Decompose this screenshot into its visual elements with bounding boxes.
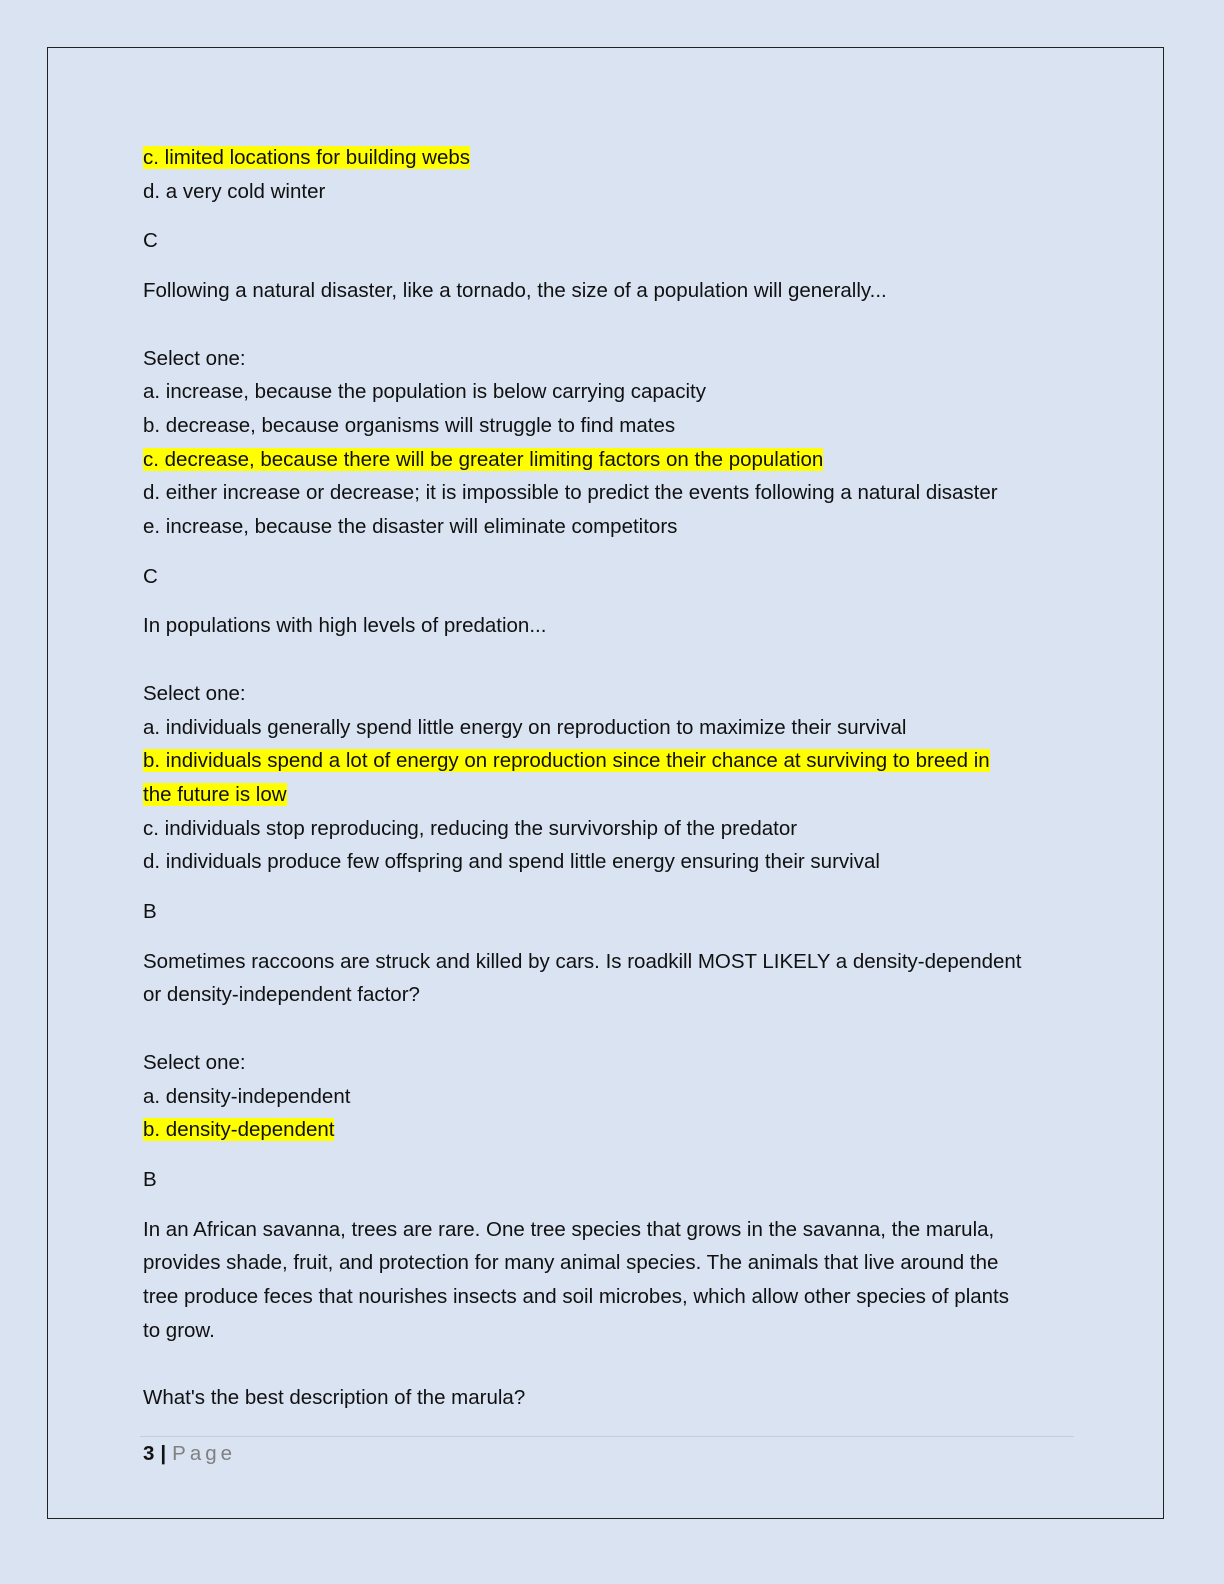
q3-option-b-continued (143, 778, 1073, 812)
page-footer (143, 1439, 236, 1469)
q5-question: What's the best description of the marula? (143, 1386, 526, 1410)
highlighted-answer: c. decrease, because there will be greater limiting factors on the population (143, 447, 824, 471)
q2-option-d: d. either increase or decrease; it is impossible to predict the events following a natural disaster (143, 481, 998, 505)
q2-option-a: a. increase, because the population is below carrying capacity (143, 380, 706, 404)
q5-passage-line-1: In an African savanna, trees are rare. One tree species that grows in the savanna, the marula, (143, 1217, 995, 1241)
highlighted-answer: c. limited locations for building webs (143, 146, 471, 169)
q2-answer: C (143, 564, 158, 588)
q3-prompt: Select one: (143, 681, 246, 705)
q2-option-b: b. decrease, because organisms will struggle to find mates (143, 413, 676, 437)
q4-question-line-1: Sometimes raccoons are struck and killed by cars. Is roadkill MOST LIKELY a density-dependent (143, 949, 1022, 973)
highlighted-answer: the future is low (143, 782, 287, 806)
q3-option-b (143, 744, 1073, 778)
footer-separator: | (160, 1442, 167, 1465)
q1-option-c (143, 141, 1073, 175)
q5-passage-line-4: to grow. (143, 1318, 215, 1342)
q4-answer: B (143, 1167, 157, 1191)
footer-divider (140, 1436, 1074, 1437)
page-number: 3 (143, 1442, 155, 1465)
q2-option-e: e. increase, because the disaster will eliminate competitors (143, 515, 678, 539)
q3-option-d: d. individuals produce few offspring and spend little energy ensuring their survival (143, 850, 880, 874)
q5-passage-line-3: tree produce feces that nourishes insects and soil microbes, which allow other species of plants (143, 1285, 1010, 1309)
q1-answer: C (143, 229, 158, 253)
q4-option-a: a. density-independent (143, 1084, 351, 1108)
q2-prompt: Select one: (143, 346, 246, 370)
q3-option-a: a. individuals generally spend little energy on reproduction to maximize their survival (143, 715, 907, 739)
q4-question-line-2: or density-independent factor? (143, 983, 420, 1007)
q3-answer: B (143, 900, 157, 924)
document-body (143, 141, 1073, 1415)
highlighted-answer: b. density-dependent (143, 1118, 335, 1142)
q1-option-d: d. a very cold winter (143, 179, 326, 203)
q2-question: Following a natural disaster, like a tornado, the size of a population will generally... (143, 279, 887, 303)
q2-option-c (143, 443, 1073, 477)
highlighted-answer: b. individuals spend a lot of energy on reproduction since their chance at surviving to breed in (143, 749, 990, 773)
q3-question: In populations with high levels of predation... (143, 614, 547, 638)
q3-option-c: c. individuals stop reproducing, reducing the survivorship of the predator (143, 816, 798, 840)
q5-passage-line-2: provides shade, fruit, and protection for many animal species. The animals that live around the (143, 1251, 999, 1275)
page-label: Page (172, 1442, 237, 1465)
q4-prompt: Select one: (143, 1050, 246, 1074)
q4-option-b (143, 1113, 1073, 1147)
